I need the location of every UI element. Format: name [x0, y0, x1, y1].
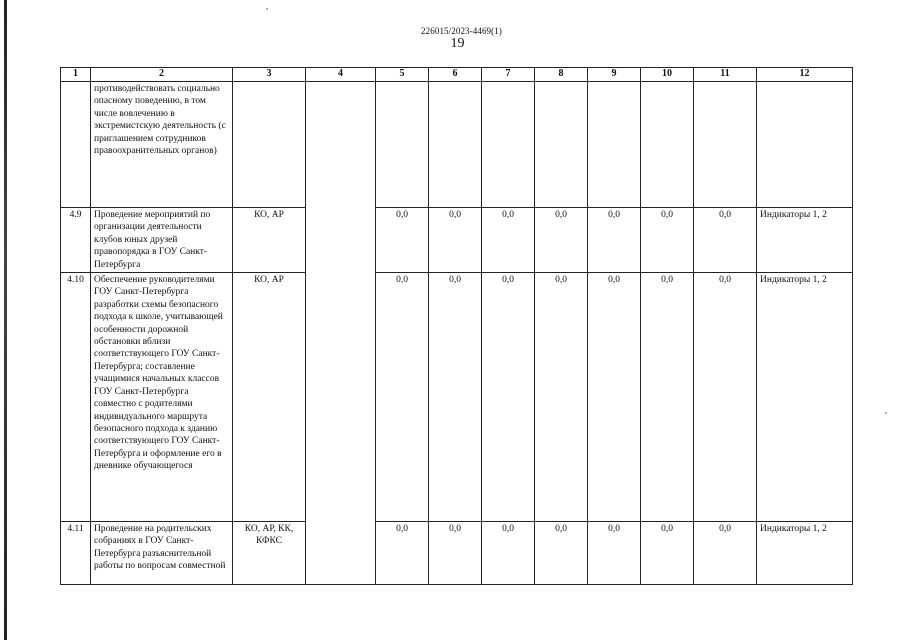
value-cell: 0,0 [535, 208, 588, 273]
measures-table [60, 67, 853, 585]
measure-description: Обеспечение руководителями ГОУ Санкт-Петербурга разработки схемы безопасного подхода к школе, учитывающей особенности дорожной обстановки вблизи соответствующего ГОУ Санкт-Петербурга; составление учащимися начальных классов ГОУ Санкт-Петербурга совместно с родителями индивидуального маршрута безопасного подхода к зданию соответствующего ГОУ Санкт-Петербурга и оформление его в дневнике обучающегося [91, 273, 233, 522]
table-row [61, 82, 853, 208]
value-cell: 0,0 [641, 208, 694, 273]
column-header: 6 [429, 68, 482, 82]
measure-description: противодействовать социально опасному поведению, в том числе вовлечению в экстремистскую деятельность (с приглашением сотрудников правоохранительных органов) [91, 82, 233, 208]
value-cell: 0,0 [376, 208, 429, 273]
column-header: 2 [91, 68, 233, 82]
item-number: 4.10 [61, 273, 91, 522]
value-cell: 0,0 [376, 273, 429, 522]
value-cell: 0,0 [694, 522, 757, 585]
indicators: Индикаторы 1, 2 [757, 273, 853, 522]
column-number-header-row [61, 68, 853, 82]
funding-source-cell [306, 82, 376, 585]
column-header: 11 [694, 68, 757, 82]
executors [233, 82, 306, 208]
value-cell: 0,0 [694, 273, 757, 522]
value-cell [535, 82, 588, 208]
scan-edge-mark [4, 0, 7, 640]
value-cell: 0,0 [535, 273, 588, 522]
value-cell: 0,0 [482, 273, 535, 522]
scan-speck [885, 412, 887, 414]
column-header: 8 [535, 68, 588, 82]
value-cell [588, 82, 641, 208]
value-cell: 0,0 [588, 273, 641, 522]
value-cell: 0,0 [376, 522, 429, 585]
indicators: Индикаторы 1, 2 [757, 208, 853, 273]
scan-speck [266, 8, 268, 10]
executors: КО, АР [233, 208, 306, 273]
column-header: 4 [306, 68, 376, 82]
page-number: 19 [450, 36, 465, 51]
item-number [61, 82, 91, 208]
value-cell [641, 82, 694, 208]
measure-description: Проведение на родительских собраниях в ГОУ Санкт-Петербурга разъяснительной работы по вопросам совместной [91, 522, 233, 585]
column-header: 5 [376, 68, 429, 82]
value-cell [376, 82, 429, 208]
value-cell: 0,0 [482, 208, 535, 273]
indicators: Индикаторы 1, 2 [757, 522, 853, 585]
value-cell: 0,0 [588, 522, 641, 585]
measure-description: Проведение мероприятий по организации деятельности клубов юных друзей правопорядка в ГОУ Санкт-Петербурга [91, 208, 233, 273]
column-header: 1 [61, 68, 91, 82]
table-row [61, 273, 853, 522]
item-number: 4.9 [61, 208, 91, 273]
value-cell: 0,0 [641, 522, 694, 585]
value-cell: 0,0 [429, 273, 482, 522]
executors: КО, АР, КК, КФКС [233, 522, 306, 585]
item-number: 4.11 [61, 522, 91, 585]
column-header: 7 [482, 68, 535, 82]
executors: КО, АР [233, 273, 306, 522]
table-row [61, 522, 853, 585]
value-cell [429, 82, 482, 208]
column-header: 3 [233, 68, 306, 82]
value-cell: 0,0 [694, 208, 757, 273]
value-cell: 0,0 [535, 522, 588, 585]
value-cell: 0,0 [482, 522, 535, 585]
value-cell [482, 82, 535, 208]
value-cell: 0,0 [641, 273, 694, 522]
value-cell: 0,0 [429, 522, 482, 585]
table-row [61, 208, 853, 273]
column-header: 9 [588, 68, 641, 82]
indicators [757, 82, 853, 208]
document-registration-number: 226015/2023-4469(1) [421, 26, 502, 36]
value-cell [694, 82, 757, 208]
value-cell: 0,0 [588, 208, 641, 273]
column-header: 10 [641, 68, 694, 82]
column-header: 12 [757, 68, 853, 82]
value-cell: 0,0 [429, 208, 482, 273]
